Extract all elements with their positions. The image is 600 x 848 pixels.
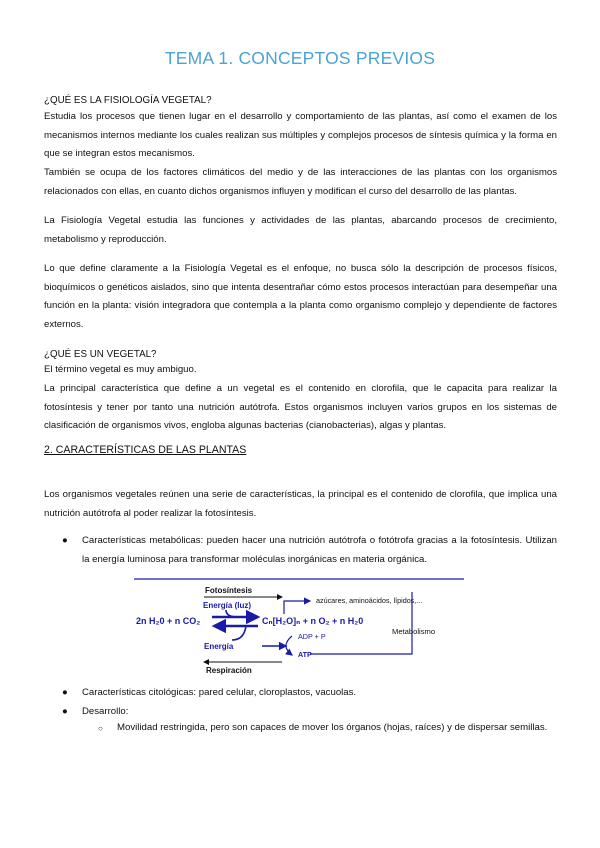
atp-cycle-arrow xyxy=(286,636,292,655)
sub-bullet-icon: ○ xyxy=(98,724,103,733)
respiracion-label: Respiración xyxy=(206,666,252,675)
paragraph: La Fisiología Vegetal estudia las funciones y actividades de las plantas, abarcando procesos de crecimiento, metabolismo y reproducción. xyxy=(44,215,557,245)
energia-label: Energía xyxy=(204,642,234,651)
list-item: Características metabólicas: pueden hacer una nutrición autótrofa o fotótrofa gracias a la fotosíntesis. Utilizan la energía luminosa para transformar moléculas inorgánicas en materia orgánica. xyxy=(82,535,557,565)
fotosintesis-label: Fotosíntesis xyxy=(205,586,253,595)
paragraph: También se ocupa de los factores climáticos del medio y de las interacciones de las plantas con los organismos relacionados con ellas, en cuanto dichos organismos influyen y modifican el curso del desarrollo de las plantas. xyxy=(44,167,557,197)
energia-luz-label: Energía (luz) xyxy=(203,601,252,610)
paragraph: El término vegetal es muy ambiguo. xyxy=(44,364,197,375)
bullet-icon: ● xyxy=(62,535,68,546)
photosynthesis-diagram xyxy=(134,576,466,676)
paragraph: Estudia los procesos que tienen lugar en el desarrollo y comportamiento de las plantas, así como el examen de los mecanismos internos mediante los cuales realizan sus múltiples y complejos procesos de síntesis química y la forma en que se integran estos mecanismos. xyxy=(44,111,557,160)
bullet-icon: ● xyxy=(62,687,68,698)
list-item: Desarrollo: xyxy=(82,706,129,717)
section-heading-caracteristicas: 2. CARACTERÍSTICAS DE LAS PLANTAS xyxy=(44,444,247,456)
reactants-label: 2n H₂0 + n CO₂ xyxy=(136,616,201,626)
list-item: Características citológicas: pared celular, cloroplastos, vacuolas. xyxy=(82,687,357,698)
section-heading-vegetal: ¿QUÉ ES UN VEGETAL? xyxy=(44,349,157,360)
atp-label: ATP xyxy=(298,650,312,659)
energy-output-arrow xyxy=(232,626,246,640)
paragraph: Lo que define claramente a la Fisiología Vegetal es el enfoque, no busca sólo la descripción de procesos físicos, bioquímicos o genéticos aislados, sino que intenta desentrañar cómo estos procesos interactúan para desempeñar una función en la planta: visión integradora que contempla a la planta como organismo complejo y dependiente de factores externos. xyxy=(44,263,557,330)
paragraph: Los organismos vegetales reúnen una serie de características, la principal es el contenido de clorofila, que implica una nutrición autótrofa al poder realizar la fotosíntesis. xyxy=(44,489,557,519)
paragraph: La principal característica que define a un vegetal es el contenido en clorofila, que le capacita para realizar la fotosíntesis y tener por tanto una nutrición autótrofa. Estos organismos incluyen varios grupos en los sistemas de clasificación de organismos vivos, engloba algunas bacterias (cianobacterias), algas y plantas. xyxy=(44,383,557,432)
metabolismo-label: Metabolismo xyxy=(392,627,436,636)
products-label: Cₙ[H₂O]ₙ + n O₂ + n H₂0 xyxy=(262,616,364,626)
bullet-icon: ● xyxy=(62,706,68,717)
section-heading-fisiologia: ¿QUÉ ES LA FISIOLOGÍA VEGETAL? xyxy=(44,95,212,106)
adp-label: ADP + P xyxy=(298,632,326,641)
page-title: TEMA 1. CONCEPTOS PREVIOS xyxy=(164,48,436,68)
list-item: Movilidad restringida, pero son capaces de mover los órganos (hojas, raíces) y de dispersar semillas. xyxy=(117,722,548,733)
azucares-connector xyxy=(284,601,310,614)
azucares-label: azúcares, aminoácidos, lípidos,... xyxy=(316,596,423,605)
